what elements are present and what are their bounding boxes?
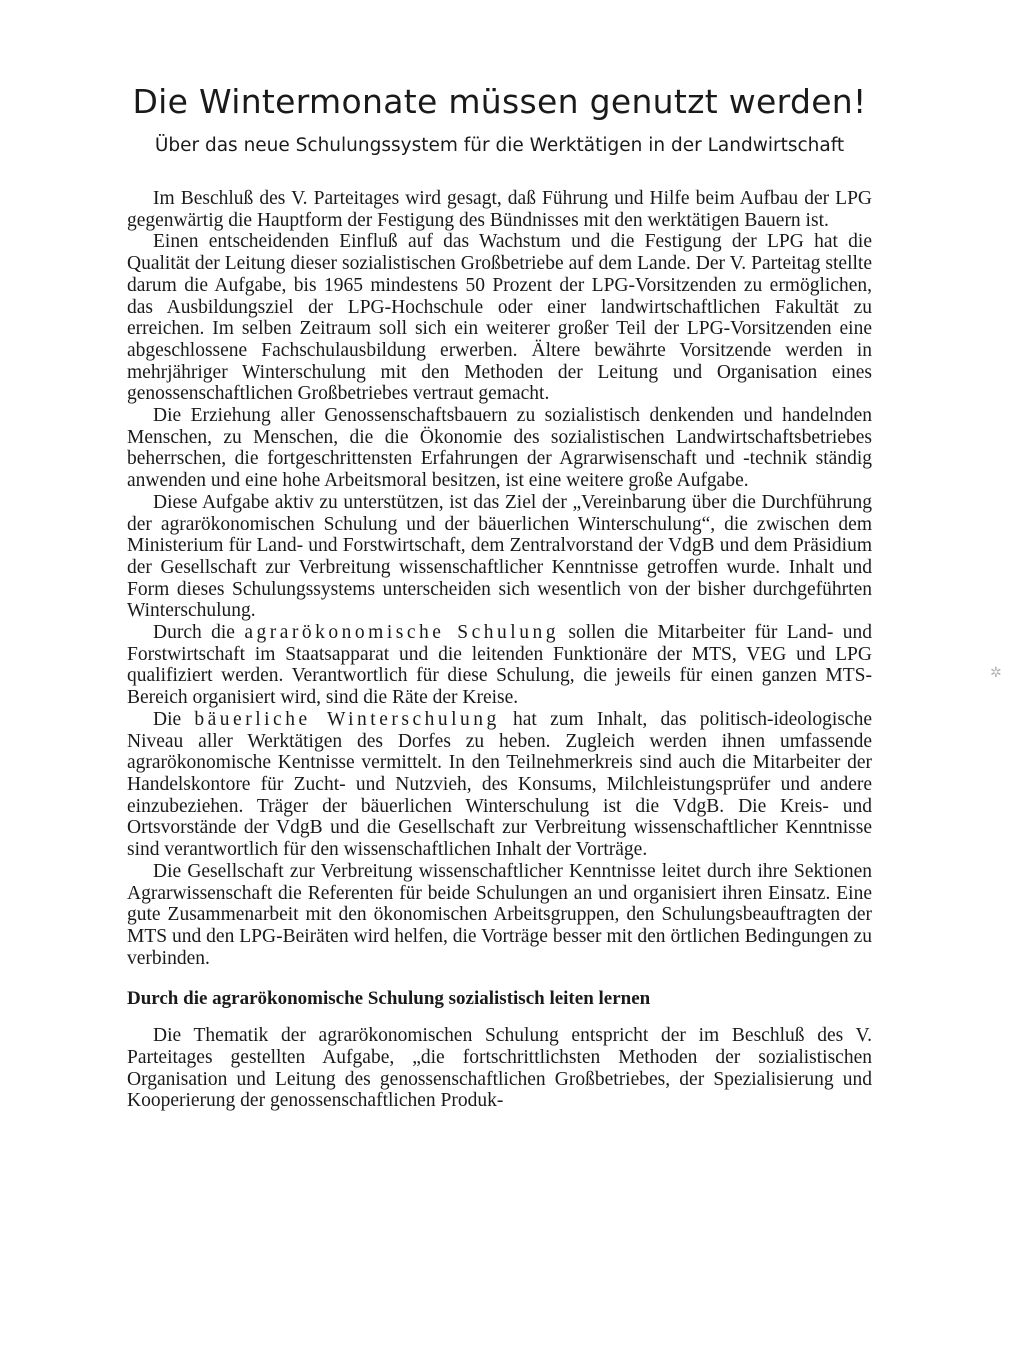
- paragraph-7: Die Gesellschaft zur Verbreitung wissenschaftlicher Kenntnisse leitet durch ihre Sektionen Agrarwissenschaft die Referenten für beide Schulungen an und organisiert ihren Einsatz. Eine gute Zusammenarbeit mit den ökonomischen Arbeitsgruppen, den Schulungsbeauftragten der MTS und den LPG-Beiräten wird helfen, die Vorträge besser mit den örtlichen Bedingungen zu verbinden.: [127, 860, 872, 969]
- paragraph-6-rest: hat zum Inhalt, das politisch-ideologische Niveau aller Werktätigen des Dorfes zu heben. Zugleich werden ihnen umfassende agrarökonomische Kentnisse vermittelt. In den Teilnehmerkreis sind auch die Mitarbeiter der Handelskontore für Zucht- und Nutzvieh, des Konsums, Milchleistungsprüfer und andere einzubeziehen. Träger der bäuerlichen Winterschulung ist die VdgB. Die Kreis- und Ortsvorstände der VdgB und die Gesellschaft zur Verbreitung wissenschaftlicher Kenntnisse sind verantwortlich für den wissenschaftlichen Inhalt der Vorträge.: [127, 708, 872, 861]
- paragraph-6-lead: Die: [153, 708, 195, 730]
- paragraph-8: Die Thematik der agrarökonomischen Schulung entspricht der im Beschluß des V. Parteitages gestellten Aufgabe, „die fortschrittlichsten Methoden der sozialistischen Organisation und Leitung des genossenschaftlichen Großbetriebes, der Spezialisierung und Kooperierung der genossenschaftlichen Produk-: [127, 1025, 872, 1112]
- section-heading: Durch die agrarökonomische Schulung sozialistisch leiten lernen: [127, 988, 651, 1010]
- document-page: [127, 82, 872, 1112]
- paragraph-6: [127, 709, 872, 861]
- page-title: Die Wintermonate müssen genutzt werden!: [132, 82, 867, 121]
- page-subtitle: Über das neue Schulungssystem für die Werktätigen in der Landwirtschaft: [154, 135, 845, 156]
- paragraph-5-lead: Durch die: [153, 622, 245, 644]
- paragraph-1: Im Beschluß des V. Parteitages wird gesagt, daß Führung und Hilfe beim Aufbau der LPG gegenwärtig die Hauptform der Festigung des Bündnisses mit den werktätigen Bauern ist.: [127, 188, 872, 231]
- paragraph-2: Einen entscheidenden Einfluß auf das Wachstum und die Festigung der LPG hat die Qualität der Leitung dieser sozialistischen Großbetriebe auf dem Lande. Der V. Parteitag stellte darum die Aufgabe, bis 1965 mindestens 50 Prozent der LPG-Vorsitzenden zu ermöglichen, das Ausbildungsziel der LPG-Hochschule oder einer landwirtschaftlichen Fakultät zu erreichen. Im selben Zeitraum soll sich ein weiterer großer Teil der LPG-Vorsitzenden eine abgeschlossene Fachschulausbildung erwerben. Ältere bewährte Vorsitzende werden in mehrjähriger Winterschulung mit den Methoden der Leitung und Organisation eines genossenschaftlichen Großbetriebes vertraut gemacht.: [127, 231, 872, 405]
- scan-speck: ✲: [990, 666, 1002, 681]
- paragraph-5-rest: sollen die Mitarbeiter für Land- und Forstwirtschaft im Staatsapparat und die leitenden Funktionäre der MTS, VEG und LPG qualifiziert werden. Verantwortlich für diese Schulung, die jeweils für einen ganzen MTS-Bereich organisiert wird, sind die Räte der Kreise.: [127, 622, 873, 709]
- paragraph-5-emphasis: agrarökonomische Schulung: [244, 622, 559, 644]
- paragraph-5: [127, 622, 872, 709]
- article-body: [127, 188, 872, 1112]
- paragraph-6-emphasis: bäuerliche Winterschulung: [194, 708, 500, 730]
- paragraph-4: Diese Aufgabe aktiv zu unterstützen, ist das Ziel der „Vereinbarung über die Durchführung der agrarökonomischen Schulung und der bäuerlichen Winterschulung“, die zwischen dem Ministerium für Land- und Forstwirtschaft, dem Zentralvorstand der VdgB und dem Präsidium der Gesellschaft zur Verbreitung wissenschaftlicher Kenntnisse getroffen wurde. Inhalt und Form dieses Schulungssystems unterscheiden sich wesentlich von der bisher durchgeführten Winterschulung.: [127, 491, 872, 622]
- paragraph-3: Die Erziehung aller Genossenschaftsbauern zu sozialistisch denkenden und handelnden Menschen, zu Menschen, die die Ökonomie des sozialistischen Landwirtschaftsbetriebes beherrschen, die fortgeschrittensten Erfahrungen der Agrarwisenschaft und -technik ständig anwenden und eine hohe Arbeitsmoral besitzen, ist eine weitere große Aufgabe.: [127, 405, 872, 492]
